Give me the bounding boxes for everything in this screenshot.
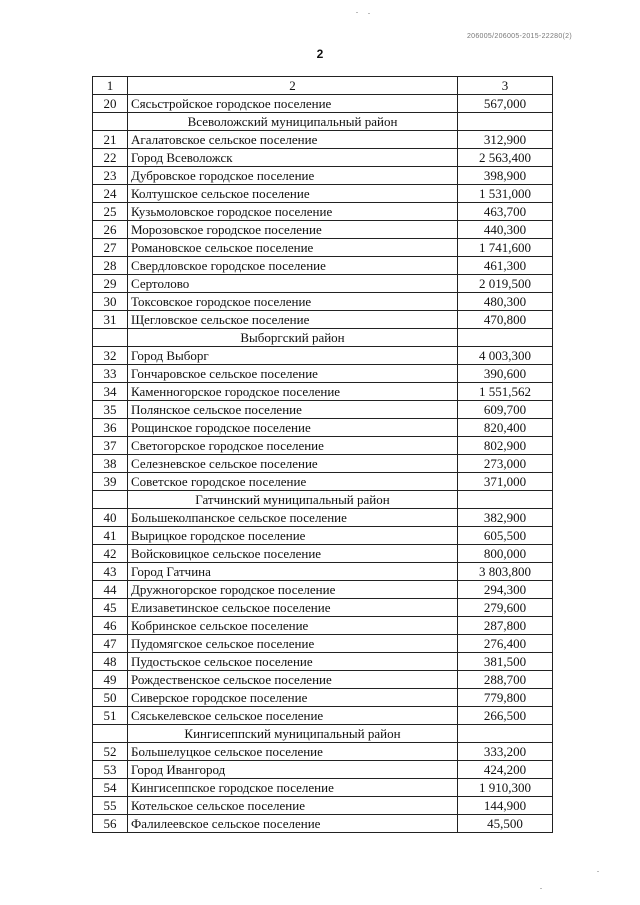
table-row (93, 635, 553, 653)
allocation-value: 1 551,562 (458, 383, 553, 401)
allocation-value: 2 019,500 (458, 275, 553, 293)
allocation-value: 609,700 (458, 401, 553, 419)
row-number: 29 (93, 275, 128, 293)
table-row (93, 761, 553, 779)
row-number: 52 (93, 743, 128, 761)
table-row (93, 779, 553, 797)
allocation-value: 820,400 (458, 419, 553, 437)
row-number: 50 (93, 689, 128, 707)
settlement-name: Колтушское сельское поселение (128, 185, 458, 203)
row-number: 22 (93, 149, 128, 167)
settlement-name: Котельское сельское поселение (128, 797, 458, 815)
settlement-name: Токсовское городское поселение (128, 293, 458, 311)
allocation-value: 382,900 (458, 509, 553, 527)
settlement-name: Сиверское городское поселение (128, 689, 458, 707)
district-number-cell (93, 491, 128, 509)
allocation-value: 273,000 (458, 455, 553, 473)
row-number: 45 (93, 599, 128, 617)
table-row (93, 311, 553, 329)
settlements-table (92, 76, 553, 833)
district-name: Всеволожский муниципальный район (128, 113, 458, 131)
table-row (93, 545, 553, 563)
district-number-cell (93, 725, 128, 743)
settlement-name: Кингисеппское городское поселение (128, 779, 458, 797)
settlement-name: Город Гатчина (128, 563, 458, 581)
row-number: 43 (93, 563, 128, 581)
table-row (93, 185, 553, 203)
row-number: 27 (93, 239, 128, 257)
row-number: 47 (93, 635, 128, 653)
settlement-name: Сясьстройское городское поселение (128, 95, 458, 113)
allocation-value: 1 910,300 (458, 779, 553, 797)
row-number: 20 (93, 95, 128, 113)
row-number: 46 (93, 617, 128, 635)
row-number: 32 (93, 347, 128, 365)
table-row (93, 617, 553, 635)
settlement-name: Фалилеевское сельское поселение (128, 815, 458, 833)
settlement-name: Рощинское городское поселение (128, 419, 458, 437)
allocation-value: 371,000 (458, 473, 553, 491)
row-number: 23 (93, 167, 128, 185)
allocation-value: 288,700 (458, 671, 553, 689)
allocation-value: 605,500 (458, 527, 553, 545)
table-row (93, 581, 553, 599)
column-header-number: 1 (93, 77, 128, 95)
allocation-value: 480,300 (458, 293, 553, 311)
table-row (93, 671, 553, 689)
district-name: Гатчинский муниципальный район (128, 491, 458, 509)
table-row (93, 815, 553, 833)
settlement-name: Кобринское сельское поселение (128, 617, 458, 635)
allocation-value: 312,900 (458, 131, 553, 149)
settlement-name: Город Выборг (128, 347, 458, 365)
row-number: 33 (93, 365, 128, 383)
row-number: 55 (93, 797, 128, 815)
scan-speck (368, 13, 370, 14)
settlement-name: Войсковицкое сельское поселение (128, 545, 458, 563)
settlement-name: Морозовское городское поселение (128, 221, 458, 239)
table-row (93, 293, 553, 311)
settlement-name: Вырицкое городское поселение (128, 527, 458, 545)
table-row (93, 707, 553, 725)
row-number: 35 (93, 401, 128, 419)
allocation-value: 266,500 (458, 707, 553, 725)
row-number: 38 (93, 455, 128, 473)
settlement-name: Большелуцкое сельское поселение (128, 743, 458, 761)
row-number: 24 (93, 185, 128, 203)
row-number: 36 (93, 419, 128, 437)
table-row (93, 95, 553, 113)
table-row (93, 221, 553, 239)
settlement-name: Полянское сельское поселение (128, 401, 458, 419)
allocation-value: 1 531,000 (458, 185, 553, 203)
row-number: 41 (93, 527, 128, 545)
district-value-cell (458, 725, 553, 743)
allocation-value: 45,500 (458, 815, 553, 833)
settlement-name: Елизаветинское сельское поселение (128, 599, 458, 617)
table-row (93, 527, 553, 545)
district-name: Кингисеппский муниципальный район (128, 725, 458, 743)
allocation-value: 470,800 (458, 311, 553, 329)
row-number: 40 (93, 509, 128, 527)
settlement-name: Пудомягское сельское поселение (128, 635, 458, 653)
table-row (93, 509, 553, 527)
table-row (93, 401, 553, 419)
row-number: 26 (93, 221, 128, 239)
table-row (93, 149, 553, 167)
allocation-value: 779,800 (458, 689, 553, 707)
allocation-value: 333,200 (458, 743, 553, 761)
table-row (93, 743, 553, 761)
allocation-value: 398,900 (458, 167, 553, 185)
table-row (93, 167, 553, 185)
allocation-value: 800,000 (458, 545, 553, 563)
table-row (93, 203, 553, 221)
allocation-value: 463,700 (458, 203, 553, 221)
table-row (93, 473, 553, 491)
scan-speck (356, 12, 358, 13)
allocation-value: 144,900 (458, 797, 553, 815)
row-number: 42 (93, 545, 128, 563)
allocation-value: 287,800 (458, 617, 553, 635)
settlement-name: Советское городское поселение (128, 473, 458, 491)
table-row (93, 599, 553, 617)
row-number: 56 (93, 815, 128, 833)
district-header-row (93, 329, 553, 347)
table-row (93, 437, 553, 455)
table-row (93, 365, 553, 383)
district-value-cell (458, 329, 553, 347)
document-id: 206005/206005-2015-22280(2) (466, 33, 572, 40)
district-header-row (93, 491, 553, 509)
row-number: 53 (93, 761, 128, 779)
table-row (93, 383, 553, 401)
allocation-value: 440,300 (458, 221, 553, 239)
settlement-name: Пудостьское сельское поселение (128, 653, 458, 671)
table-body (93, 77, 553, 833)
allocation-value: 461,300 (458, 257, 553, 275)
scan-speck (540, 888, 542, 889)
allocation-value: 424,200 (458, 761, 553, 779)
table-row (93, 347, 553, 365)
allocation-value: 3 803,800 (458, 563, 553, 581)
row-number: 31 (93, 311, 128, 329)
district-value-cell (458, 113, 553, 131)
table-row (93, 275, 553, 293)
table-row (93, 689, 553, 707)
table-row (93, 131, 553, 149)
district-number-cell (93, 329, 128, 347)
allocation-value: 1 741,600 (458, 239, 553, 257)
row-number: 54 (93, 779, 128, 797)
allocation-value: 2 563,400 (458, 149, 553, 167)
table-row (93, 797, 553, 815)
allocation-value: 390,600 (458, 365, 553, 383)
allocation-value: 276,400 (458, 635, 553, 653)
table-row (93, 257, 553, 275)
row-number: 49 (93, 671, 128, 689)
settlement-name: Гончаровское сельское поселение (128, 365, 458, 383)
table-header-row (93, 77, 553, 95)
allocation-value: 294,300 (458, 581, 553, 599)
settlement-name: Свердловское городское поселение (128, 257, 458, 275)
allocation-value: 279,600 (458, 599, 553, 617)
settlement-name: Щегловское сельское поселение (128, 311, 458, 329)
settlement-name: Романовское сельское поселение (128, 239, 458, 257)
column-header-value: 3 (458, 77, 553, 95)
row-number: 37 (93, 437, 128, 455)
row-number: 48 (93, 653, 128, 671)
row-number: 44 (93, 581, 128, 599)
allocation-value: 802,900 (458, 437, 553, 455)
settlement-name: Каменногорское городское поселение (128, 383, 458, 401)
settlement-name: Город Всеволожск (128, 149, 458, 167)
district-header-row (93, 113, 553, 131)
table-row (93, 563, 553, 581)
district-number-cell (93, 113, 128, 131)
row-number: 21 (93, 131, 128, 149)
settlement-name: Город Ивангород (128, 761, 458, 779)
column-header-name: 2 (128, 77, 458, 95)
settlement-name: Рождественское сельское поселение (128, 671, 458, 689)
table-row (93, 653, 553, 671)
row-number: 34 (93, 383, 128, 401)
allocation-value: 381,500 (458, 653, 553, 671)
allocation-value: 567,000 (458, 95, 553, 113)
table-row (93, 419, 553, 437)
page-number: 2 (316, 47, 324, 61)
row-number: 51 (93, 707, 128, 725)
district-value-cell (458, 491, 553, 509)
row-number: 25 (93, 203, 128, 221)
row-number: 28 (93, 257, 128, 275)
settlement-name: Сяськелевское сельское поселение (128, 707, 458, 725)
settlement-name: Дружногорское городское поселение (128, 581, 458, 599)
settlement-name: Агалатовское сельское поселение (128, 131, 458, 149)
settlement-name: Дубровское городское поселение (128, 167, 458, 185)
scan-speck (597, 871, 599, 872)
table-row (93, 455, 553, 473)
row-number: 30 (93, 293, 128, 311)
settlement-name: Селезневское сельское поселение (128, 455, 458, 473)
settlement-name: Светогорское городское поселение (128, 437, 458, 455)
table-row (93, 239, 553, 257)
district-name: Выборгский район (128, 329, 458, 347)
district-header-row (93, 725, 553, 743)
settlement-name: Сертолово (128, 275, 458, 293)
settlement-name: Большеколпанское сельское поселение (128, 509, 458, 527)
settlement-name: Кузьмоловское городское поселение (128, 203, 458, 221)
row-number: 39 (93, 473, 128, 491)
allocation-value: 4 003,300 (458, 347, 553, 365)
